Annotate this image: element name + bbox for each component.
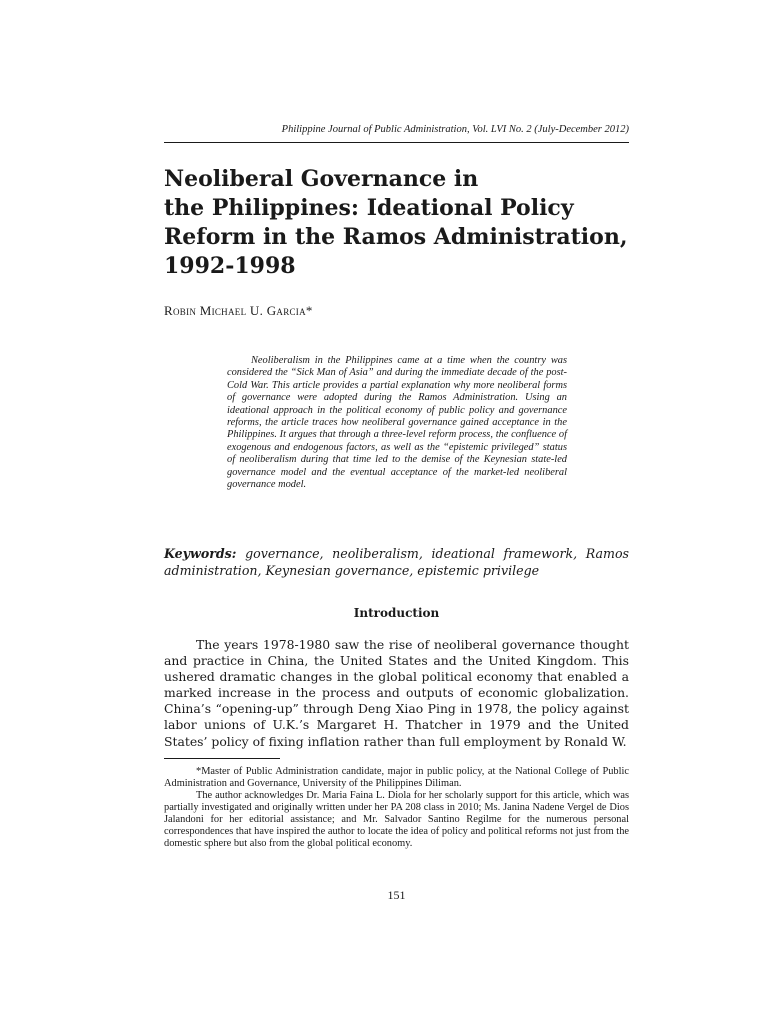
footnote-author: *Master of Public Administration candidate, major in public policy, at the National College of Public Administration and Governance, University of the Philippines Diliman. (164, 766, 629, 789)
title-line: Neoliberal Governance in (164, 166, 479, 192)
running-head: Philippine Journal of Public Administration, Vol. LVI No. 2 (July-December 2012) (281, 124, 629, 135)
page-number: 151 (387, 888, 406, 902)
footnote-rule (164, 758, 280, 759)
keywords (164, 545, 629, 579)
title-line: the Philippines: Ideational Policy (164, 195, 574, 221)
section-heading: Introduction (353, 606, 440, 620)
abstract: Neoliberalism in the Philippines came at a time when the country was considered the “Sick Man of Asia” and during the immediate decade of the post-Cold War. This article provides a partial explanation why more neoliberal forms of governance were adopted during the Ramos Administration. Using an ideational approach in the political economy of public policy and governance reforms, the article traces how neoliberal governance gained acceptance in the Philippines. It argues that through a three-level reform process, the confluence of exogenous and endogenous factors, as well as the “epistemic privileged” status of neoliberalism during that time led to the demise of the Keynesian state-led governance model and the eventual acceptance of the market-led neoliberal governance model. (227, 355, 567, 491)
body-paragraph: The years 1978-1980 saw the rise of neoliberal governance thought and practice in China, the United States and the United Kingdom. This ushered dramatic changes in the global political economy that enabled a marked increase in the process and outputs of economic globalization. China’s “opening-up” through Deng Xiao Ping in 1978, the policy against labor unions of U.K.’s Margaret H. Thatcher in 1979 and the United States’ policy of fixing inflation rather than full employment by Ronald W. (164, 637, 629, 749)
header-rule (164, 142, 629, 143)
title-line: 1992-1998 (164, 253, 296, 279)
title-line: Reform in the Ramos Administration, (164, 224, 628, 250)
keywords-text: governance, neoliberalism, ideational framework, Ramos administration, Keynesian governance, epistemic privilege (164, 546, 629, 578)
footnote-acknowledgement: The author acknowledges Dr. Maria Faina L. Diola for her scholarly support for this article, which was partially investigated and originally written under her PA 208 class in 2010; Ms. Janina Nadene Vergel de Dios Jalandoni for her editorial assistance; and Mr. Salvador Santino Regilme for the numerous personal correspondences that have inspired the author to locate the idea of policy and political reforms not just from the domestic sphere but also from the global political economy. (164, 790, 629, 849)
article-title (164, 165, 634, 281)
author-name: Robin Michael U. Garcia* (164, 303, 313, 318)
keywords-label: Keywords: (164, 546, 237, 561)
